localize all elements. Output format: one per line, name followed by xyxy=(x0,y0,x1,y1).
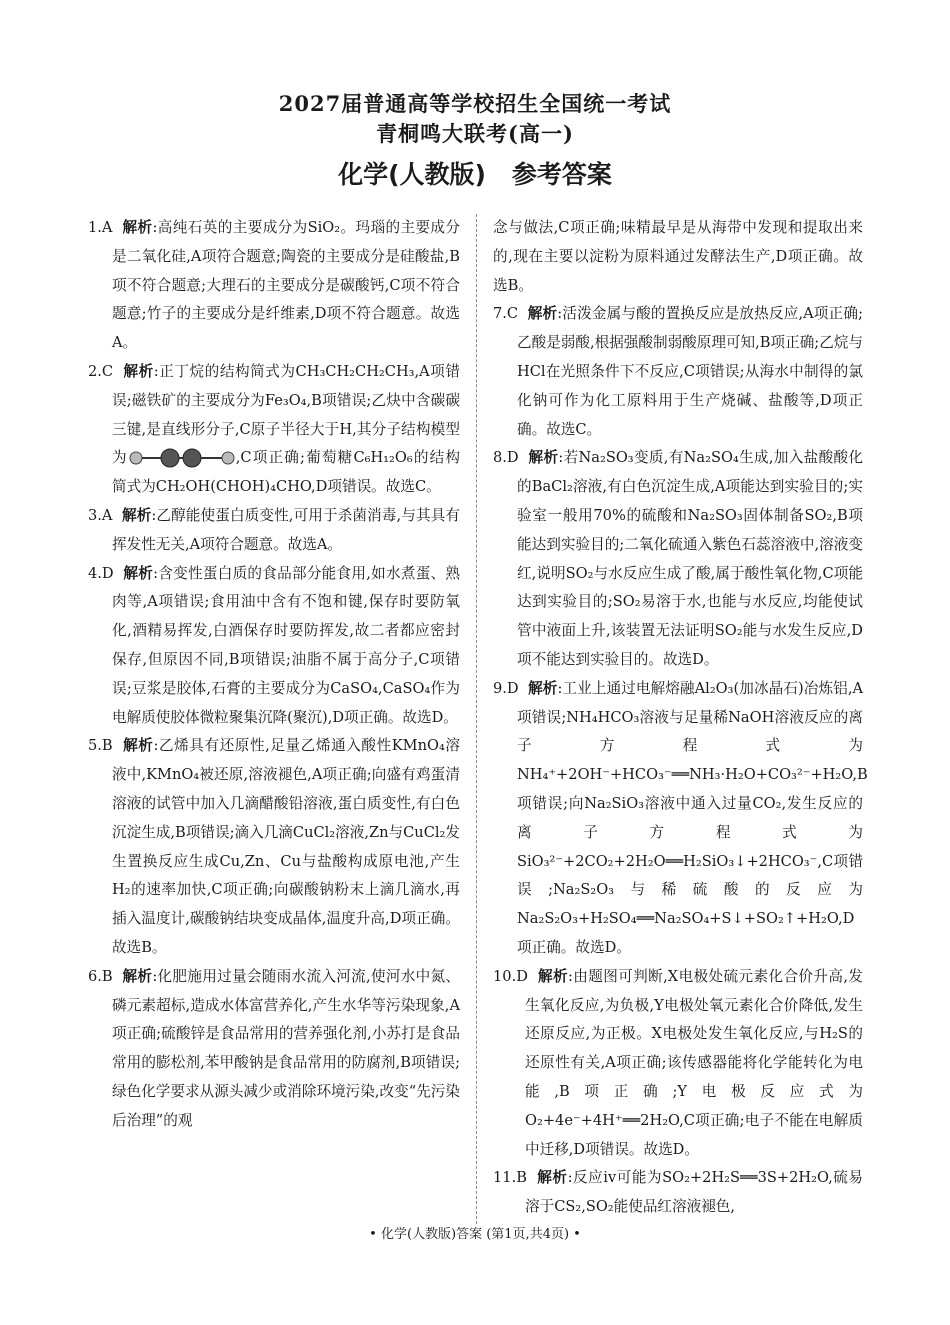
answer-item: 8.D 解析:若Na₂SO₃变质,有Na₂SO₄生成,加入盐酸酸化的BaCl₂溶液,有白色沉淀生成,A项能达到实验目的;实验室一般用70%的硫酸和Na₂SO₃固体制备SO₂,B项能达到实验目的;二氧化硫通入紫色石蕊溶液中,溶液变红,说明SO₂与水反应生成了酸,属于酸性氧化物,C项能达到实验目的;SO₂易溶于水,也能与水反应,均能使试管中液面上升,该装置无法证明SO₂能与水发生反应,D项不能达到实验目的。故选D。 xyxy=(493,449,863,668)
doc-heading xyxy=(0,155,950,191)
answer-item: 9.D 解析:工业上通过电解熔融Al₂O₃(加冰晶石)冶炼铝,A项错误;NH₄HCO₃溶液与足量稀NaOH溶液反应的离子方程式为NH₄⁺+2OH⁻+HCO₃⁻══NH₃·H₂O+CO₃²⁻+H₂O,B项错误;向Na₂SiO₃溶液中通入过量CO₂,发生反应的离子方程式为SiO₃²⁻+2CO₂+2H₂O══H₂SiO₃↓+2HCO₃⁻,C项错误;Na₂S₂O₃与稀硫酸的反应为Na₂S₂O₃+H₂SO₄══Na₂SO₄+S↓+SO₂↑+H₂O,D项正确。故选D。 xyxy=(493,679,868,956)
answer-item: 5.B 解析:乙烯具有还原性,足量乙烯通入酸性KMnO₄溶液中,KMnO₄被还原,溶液褪色,A项正确;向盛有鸡蛋清溶液的试管中加入几滴醋酸铅溶液,蛋白质变性,有白色沉淀生成,B项错误;滴入几滴CuCl₂溶液,Zn与CuCl₂发生置换反应生成Cu,Zn、Cu与盐酸构成原电池,产生H₂的速率加快,C项正确;向碳酸钠粉末上滴几滴水,再插入温度计,碳酸钠结块变成晶体,温度升高,D项正确。故选B。 xyxy=(88,737,460,956)
answer-item: 3.A 解析:乙醇能使蛋白质变性,可用于杀菌消毒,与其具有挥发性无关,A项符合题意。故选A。 xyxy=(88,506,460,553)
acetylene-molecule-model xyxy=(128,448,236,468)
page-footer: • 化学(人教版)答案 (第1页,共4页) • xyxy=(369,1227,581,1242)
answer-item: 1.A 解析:高纯石英的主要成分为SiO₂。玛瑙的主要成分是二氧化硅,A项符合题意;陶瓷的主要成分是硅酸盐,B项不符合题意;大理石的主要成分是碳酸钙,C项不符合题意;竹子的主要成分是纤维素,D项不符合题意。故选A。 xyxy=(88,219,460,352)
answer-item: 4.D 解析:含变性蛋白质的食品部分能食用,如水煮蛋、熟肉等,A项错误;食用油中含有不饱和键,保存时要防氧化,酒精易挥发,白酒保存时要防挥发,故二者都应密封保存,但原因不同,B项错误;油脂不属于高分子,C项错误;豆浆是胶体,石膏的主要成分为CaSO₄,CaSO₄作为电解质使胶体微粒聚集沉降(聚沉),D项正确。故选D。 xyxy=(88,564,460,726)
subject-label: 化学(人教版) xyxy=(338,160,486,189)
answer-item: 6.B 解析:化肥施用过量会随雨水流入河流,使河水中氮、磷元素超标,造成水体富营养化,产生水华等污染现象,A项正确;硫酸锌是食品常用的营养强化剂,小苏打是食品常用的膨松剂,苯甲酸钠是食品常用的防腐剂,B项错误;绿色化学要求从源头减少或消除环境污染,改变“先污染后治理”的观 xyxy=(88,967,460,1129)
left-column xyxy=(88,214,460,1136)
answer-item: 7.C 解析:活泼金属与酸的置换反应是放热反应,A项正确;乙酸是弱酸,根据强酸制弱酸原理可知,B项正确;乙烷与HCl在光照条件下不反应,C项错误;从海水中制得的氯化钠可作为化工原料用于生产烧碱、盐酸等,D项正确。故选C。 xyxy=(493,305,863,438)
answer-item: 2.C 解析:正丁烷的结构简式为CH₃CH₂CH₂CH₃,A项错误;磁铁矿的主要成分为Fe₃O₄,B项错误;乙炔中含碳碳三键,是直线形分子,C原子半径大于H,其分子结构模型为 ,C项正确;葡萄糖C₆H₁₂O₆的结构简式为CH₂OH(CHOH)₄CHO,D项错误。故选C。 xyxy=(88,362,460,496)
right-column xyxy=(493,214,868,1222)
column-divider xyxy=(476,214,477,1224)
answer-item: 11.B 解析:反应iv可能为SO₂+2H₂S══3S+2H₂O,硫易溶于CS₂,SO₂能使品红溶液褪色, xyxy=(493,1169,863,1216)
answer-continuation: 念与做法,C项正确;味精最早是从海带中发现和提取出来的,现在主要以淀粉为原料通过发酵法生产,D项正确。故选B。 xyxy=(493,219,863,294)
answer-item: 10.D 解析:由题图可判断,X电极处硫元素化合价升高,发生氧化反应,为负极,Y电极处氧元素化合价降低,发生还原反应,为正极。X电极处发生氧化反应,与H₂S的还原性有关,A项正确;该传感器能将化学能转化为电能,B项正确;Y电极反应式为O₂+4e⁻+4H⁺══2H₂O,C项正确;电子不能在电解质中迁移,D项错误。故选D。 xyxy=(493,967,863,1158)
exam-subtitle: 青桐鸣大联考(高一) xyxy=(376,121,574,146)
answer-key-label: 参考答案 xyxy=(511,160,612,189)
exam-title: 2027届普通高等学校招生全国统一考试 xyxy=(278,91,672,116)
